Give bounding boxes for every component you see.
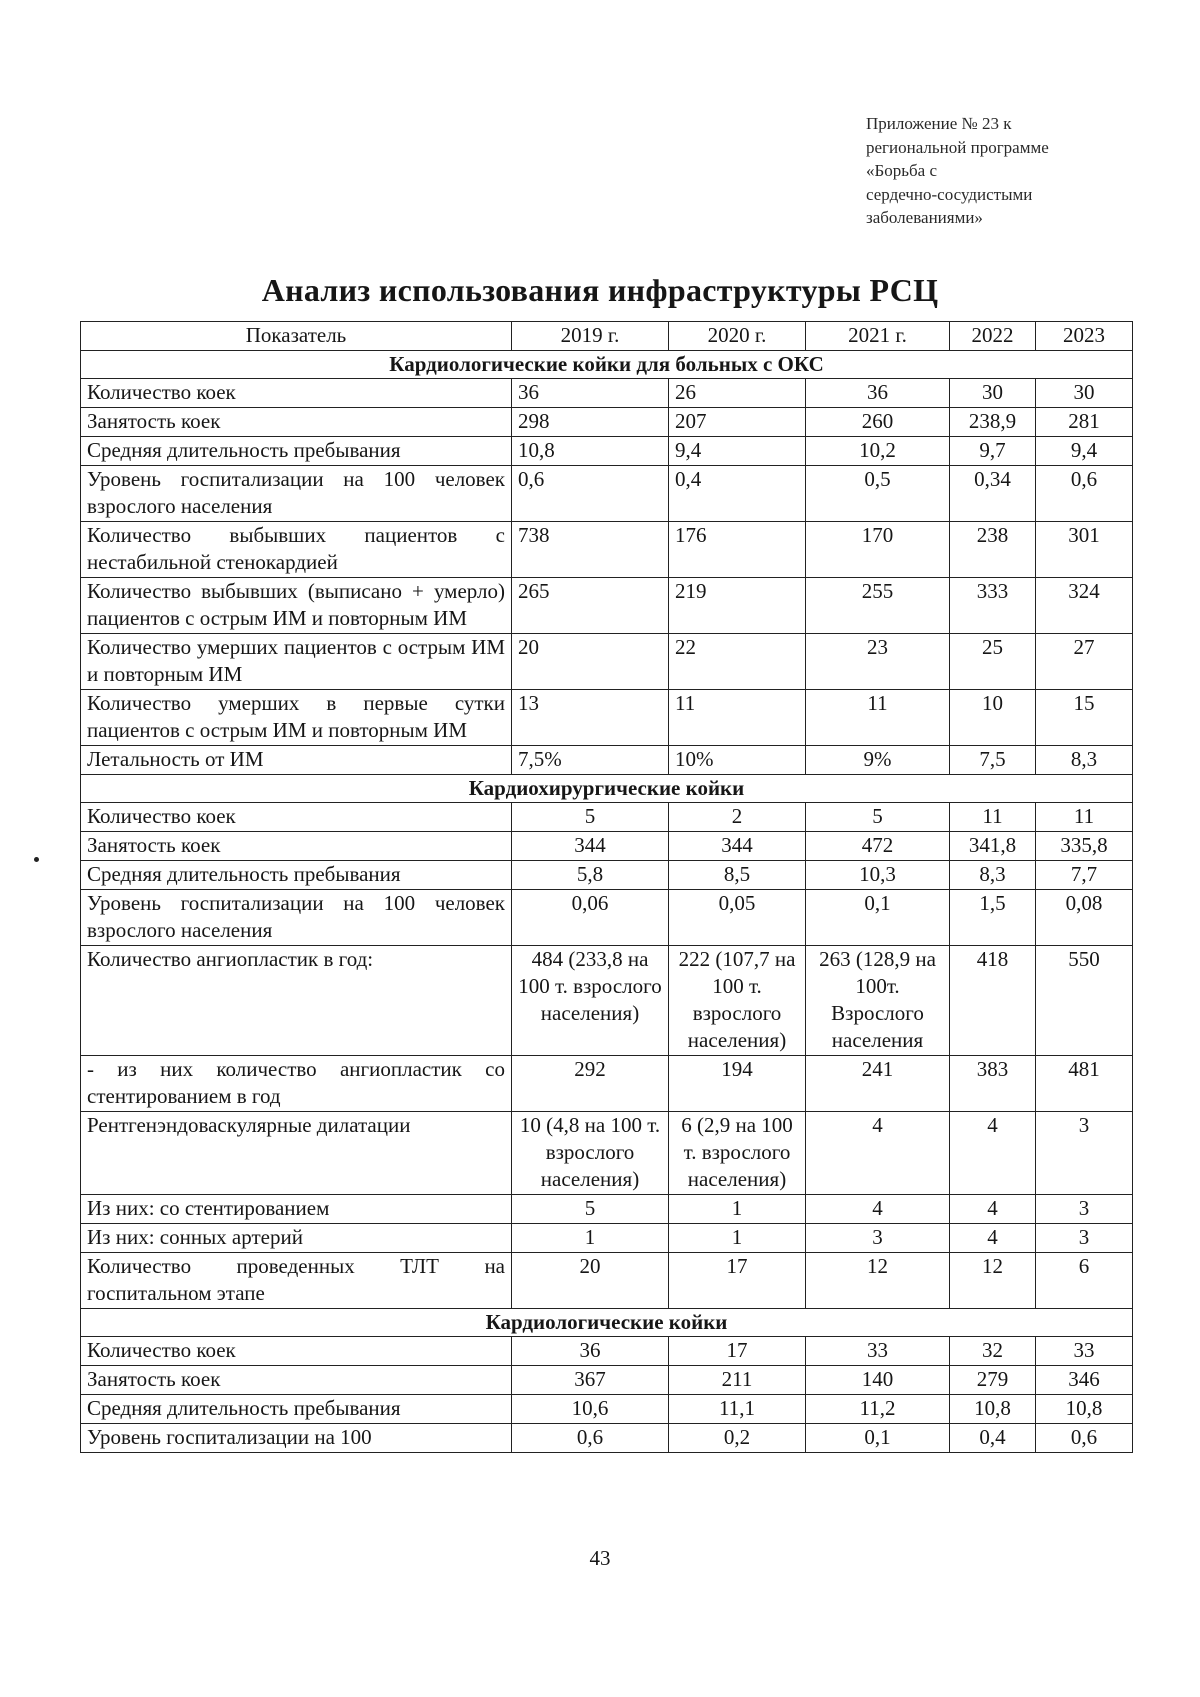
table-cell: 20	[512, 634, 669, 690]
row-label: Уровень госпитализации на 100 человек взрослого населения	[81, 890, 512, 946]
table-header-row	[81, 322, 1133, 351]
row-label: Количество проведенных ТЛТ на госпитальном этапе	[81, 1253, 512, 1309]
table-cell: 9,4	[669, 437, 806, 466]
margin-dot	[34, 857, 39, 862]
table-cell: 4	[950, 1195, 1036, 1224]
table-row	[81, 578, 1133, 634]
table-row	[81, 379, 1133, 408]
row-label: Количество выбывших пациентов с нестабильной стенокардией	[81, 522, 512, 578]
table-cell: 367	[512, 1366, 669, 1395]
table-cell: 341,8	[950, 832, 1036, 861]
table-row	[81, 1366, 1133, 1395]
table-cell: 10,3	[806, 861, 950, 890]
row-label: Количество коек	[81, 379, 512, 408]
table-cell: 25	[950, 634, 1036, 690]
table-cell: 335,8	[1036, 832, 1133, 861]
table-cell: 0,5	[806, 466, 950, 522]
table-cell: 346	[1036, 1366, 1133, 1395]
table-cell: 281	[1036, 408, 1133, 437]
table-cell: 484 (233,8 на 100 т. взрослого населения)	[512, 946, 669, 1056]
table-cell: 550	[1036, 946, 1133, 1056]
column-header: 2021 г.	[806, 322, 950, 351]
table-cell: 7,5%	[512, 746, 669, 775]
table-cell: 17	[669, 1253, 806, 1309]
table-cell: 5	[512, 1195, 669, 1224]
table-cell: 207	[669, 408, 806, 437]
table-cell: 333	[950, 578, 1036, 634]
table-cell: 10%	[669, 746, 806, 775]
table-cell: 298	[512, 408, 669, 437]
table-cell: 33	[1036, 1337, 1133, 1366]
appendix-line: региональной программе	[866, 137, 1049, 157]
table-cell: 11	[1036, 803, 1133, 832]
table-row	[81, 746, 1133, 775]
table-cell: 9,4	[1036, 437, 1133, 466]
row-label: Средняя длительность пребывания	[81, 437, 512, 466]
table-row	[81, 1253, 1133, 1309]
table-cell: 9%	[806, 746, 950, 775]
table-cell: 10	[950, 690, 1036, 746]
appendix-line: Приложение № 23 к	[866, 114, 1012, 133]
appendix-line: заболеваниями»	[866, 208, 983, 227]
table-row	[81, 890, 1133, 946]
table-cell: 15	[1036, 690, 1133, 746]
table-cell: 301	[1036, 522, 1133, 578]
table-row	[81, 861, 1133, 890]
table-cell: 22	[669, 634, 806, 690]
table-cell: 2	[669, 803, 806, 832]
table-cell: 255	[806, 578, 950, 634]
table-row	[81, 803, 1133, 832]
table-cell: 219	[669, 578, 806, 634]
table-cell: 0,6	[512, 466, 669, 522]
table-cell: 30	[950, 379, 1036, 408]
table-cell: 1	[669, 1195, 806, 1224]
table-cell: 0,34	[950, 466, 1036, 522]
column-header: 2019 г.	[512, 322, 669, 351]
table-cell: 4	[950, 1112, 1036, 1195]
table-cell: 1	[669, 1224, 806, 1253]
table-cell: 6 (2,9 на 100 т. взрослого населения)	[669, 1112, 806, 1195]
row-label: Уровень госпитализации на 100 человек взрослого населения	[81, 466, 512, 522]
table-cell: 3	[1036, 1195, 1133, 1224]
table-cell: 4	[806, 1112, 950, 1195]
table-cell: 238	[950, 522, 1036, 578]
table-cell: 32	[950, 1337, 1036, 1366]
table-cell: 8,5	[669, 861, 806, 890]
table-cell: 36	[806, 379, 950, 408]
table-cell: 11	[669, 690, 806, 746]
appendix-note	[866, 112, 1186, 230]
table-cell: 0,6	[512, 1424, 669, 1453]
section-header-row	[81, 775, 1133, 803]
table-cell: 0,05	[669, 890, 806, 946]
table-cell: 8,3	[1036, 746, 1133, 775]
column-header: Показатель	[81, 322, 512, 351]
row-label: Летальность от ИМ	[81, 746, 512, 775]
table-cell: 241	[806, 1056, 950, 1112]
row-label: Количество коек	[81, 803, 512, 832]
table-row	[81, 1337, 1133, 1366]
row-label: Из них: сонных артерий	[81, 1224, 512, 1253]
table-cell: 738	[512, 522, 669, 578]
page-title: Анализ использования инфраструктуры РСЦ	[261, 272, 939, 308]
table-cell: 211	[669, 1366, 806, 1395]
table-cell: 10,8	[1036, 1395, 1133, 1424]
column-header: 2022	[950, 322, 1036, 351]
section-header-row	[81, 351, 1133, 379]
table-cell: 7,7	[1036, 861, 1133, 890]
row-label: Из них: со стентированием	[81, 1195, 512, 1224]
table-cell: 0,06	[512, 890, 669, 946]
row-label: Количество выбывших (выписано + умерло) пациентов с острым ИМ и повторным ИМ	[81, 578, 512, 634]
table-cell: 13	[512, 690, 669, 746]
row-label: Количество умерших в первые сутки пациентов с острым ИМ и повторным ИМ	[81, 690, 512, 746]
table-cell: 344	[512, 832, 669, 861]
table-cell: 0,6	[1036, 466, 1133, 522]
table-row	[81, 690, 1133, 746]
table-cell: 4	[950, 1224, 1036, 1253]
table-cell: 20	[512, 1253, 669, 1309]
table-body	[81, 351, 1133, 1453]
table-row	[81, 466, 1133, 522]
table-cell: 481	[1036, 1056, 1133, 1112]
table-row	[81, 437, 1133, 466]
table-cell: 7,5	[950, 746, 1036, 775]
table-cell: 9,7	[950, 437, 1036, 466]
section-header-row	[81, 1309, 1133, 1337]
table-row	[81, 1112, 1133, 1195]
table-cell: 170	[806, 522, 950, 578]
row-label: Рентгенэндоваскулярные дилатации	[81, 1112, 512, 1195]
table-cell: 265	[512, 578, 669, 634]
table-cell: 292	[512, 1056, 669, 1112]
table-row	[81, 1395, 1133, 1424]
table-cell: 36	[512, 379, 669, 408]
row-label: Средняя длительность пребывания	[81, 1395, 512, 1424]
infrastructure-table	[80, 321, 1133, 1453]
table-cell: 10 (4,8 на 100 т. взрослого населения)	[512, 1112, 669, 1195]
column-header: 2020 г.	[669, 322, 806, 351]
table-row	[81, 946, 1133, 1056]
table-row	[81, 408, 1133, 437]
table-cell: 12	[950, 1253, 1036, 1309]
table-cell: 1	[512, 1224, 669, 1253]
table-cell: 4	[806, 1195, 950, 1224]
appendix-line: «Борьба с	[866, 161, 938, 180]
row-label: Количество умерших пациентов с острым ИМ и повторным ИМ	[81, 634, 512, 690]
table-cell: 0,4	[669, 466, 806, 522]
table-cell: 17	[669, 1337, 806, 1366]
column-header: 2023	[1036, 322, 1133, 351]
table-cell: 10,8	[950, 1395, 1036, 1424]
table-row	[81, 1056, 1133, 1112]
table-cell: 3	[1036, 1224, 1133, 1253]
row-label: Занятость коек	[81, 1366, 512, 1395]
table-cell: 344	[669, 832, 806, 861]
table-cell: 140	[806, 1366, 950, 1395]
table-cell: 176	[669, 522, 806, 578]
table-cell: 324	[1036, 578, 1133, 634]
row-label: - из них количество ангиопластик со стентированием в год	[81, 1056, 512, 1112]
row-label: Уровень госпитализации на 100	[81, 1424, 512, 1453]
table-cell: 0,2	[669, 1424, 806, 1453]
table-cell: 12	[806, 1253, 950, 1309]
table-cell: 0,6	[1036, 1424, 1133, 1453]
table-cell: 238,9	[950, 408, 1036, 437]
table-cell: 27	[1036, 634, 1133, 690]
row-label: Занятость коек	[81, 408, 512, 437]
table-cell: 10,6	[512, 1395, 669, 1424]
table-cell: 23	[806, 634, 950, 690]
row-label: Количество коек	[81, 1337, 512, 1366]
table-cell: 279	[950, 1366, 1036, 1395]
table-cell: 0,1	[806, 890, 950, 946]
row-label: Занятость коек	[81, 832, 512, 861]
table-cell: 11	[950, 803, 1036, 832]
table-cell: 194	[669, 1056, 806, 1112]
table-row	[81, 1424, 1133, 1453]
table-cell: 11,1	[669, 1395, 806, 1424]
table-cell: 11,2	[806, 1395, 950, 1424]
table-row	[81, 1195, 1133, 1224]
section-title: Кардиохирургические койки	[81, 775, 1133, 803]
table-cell: 33	[806, 1337, 950, 1366]
table-cell: 5	[512, 803, 669, 832]
row-label: Средняя длительность пребывания	[81, 861, 512, 890]
table-cell: 3	[1036, 1112, 1133, 1195]
table-cell: 26	[669, 379, 806, 408]
table-cell: 222 (107,7 на 100 т. взрослого населения)	[669, 946, 806, 1056]
table-cell: 30	[1036, 379, 1133, 408]
table-cell: 10,8	[512, 437, 669, 466]
appendix-line: сердечно-сосудистыми	[866, 184, 1033, 204]
table-cell: 1,5	[950, 890, 1036, 946]
table-cell: 472	[806, 832, 950, 861]
section-title: Кардиологические койки	[81, 1309, 1133, 1337]
table-row	[81, 522, 1133, 578]
table-row	[81, 1224, 1133, 1253]
table-cell: 5	[806, 803, 950, 832]
table-cell: 260	[806, 408, 950, 437]
table-cell: 418	[950, 946, 1036, 1056]
table-cell: 10,2	[806, 437, 950, 466]
table-row	[81, 832, 1133, 861]
row-label: Количество ангиопластик в год:	[81, 946, 512, 1056]
table-row	[81, 634, 1133, 690]
table-cell: 0,1	[806, 1424, 950, 1453]
table-cell: 0,08	[1036, 890, 1133, 946]
table-cell: 0,4	[950, 1424, 1036, 1453]
table-cell: 6	[1036, 1253, 1133, 1309]
page-number: 43	[589, 1546, 611, 1570]
table-cell: 11	[806, 690, 950, 746]
table-cell: 36	[512, 1337, 669, 1366]
table-cell: 263 (128,9 на 100т. Взрослого населения	[806, 946, 950, 1056]
table-cell: 8,3	[950, 861, 1036, 890]
table-cell: 3	[806, 1224, 950, 1253]
table-cell: 383	[950, 1056, 1036, 1112]
table-cell: 5,8	[512, 861, 669, 890]
section-title: Кардиологические койки для больных с ОКС	[81, 351, 1133, 379]
